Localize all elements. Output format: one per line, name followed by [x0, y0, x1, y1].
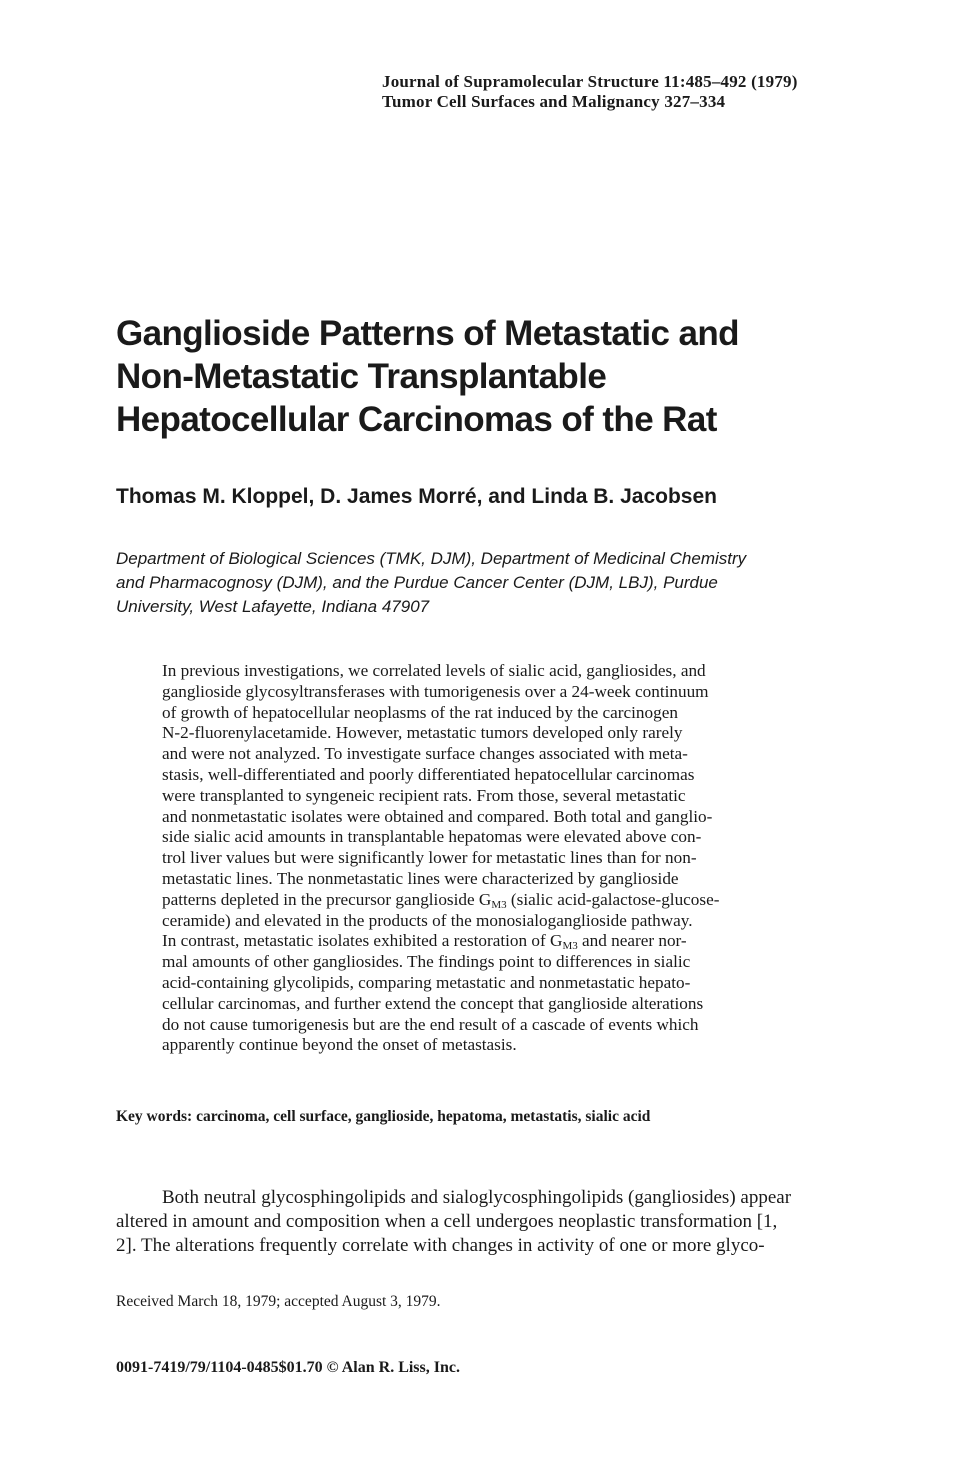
affiliation-line: and Pharmacognosy (DJM), and the Purdue Cancer Center (DJM, LBJ), Purdue [116, 573, 718, 592]
abstract-line: cellular carcinomas, and further extend the concept that ganglioside alterations [162, 993, 704, 1013]
abstract-line: ceramide) and elevated in the products of the monosialoganglioside pathway. [162, 910, 693, 930]
title-line: Hepatocellular Carcinomas of the Rat [116, 400, 717, 439]
abstract-text: In contrast, metastatic isolates exhibited a restoration of G [162, 931, 563, 951]
abstract-line: apparently continue beyond the onset of metastasis. [162, 1035, 517, 1055]
abstract-line [162, 890, 862, 911]
abstract-line: acid-containing glycolipids, comparing metastatic and nonmetastatic hepato- [162, 972, 691, 992]
abstract-text: patterns depleted in the precursor ganglioside G [162, 889, 492, 909]
abstract-text: and nearer nor- [577, 931, 687, 951]
abstract-line: mal amounts of other gangliosides. The findings point to differences in sialic [162, 952, 691, 972]
abstract-line: of growth of hepatocellular neoplasms of the rat induced by the carcinogen [162, 702, 678, 722]
affiliation-line: University, West Lafayette, Indiana 47907 [116, 597, 430, 616]
abstract-line: were transplanted to syngeneic recipient rats. From those, several metastatic [162, 785, 686, 805]
body-text [116, 1186, 876, 1258]
copyright-line: 0091-7419/79/1104-0485$01.70 © Alan R. Liss, Inc. [116, 1359, 460, 1376]
abstract-line: do not cause tumorigenesis but are the end result of a cascade of events which [162, 1014, 699, 1034]
received-date: Received March 18, 1979; accepted August 3, 1979. [116, 1293, 441, 1310]
abstract-line: and nonmetastatic isolates were obtained and compared. Both total and ganglio- [162, 806, 713, 826]
abstract-line: trol liver values but were significantly lower for metastatic lines than for non- [162, 848, 697, 868]
keywords: Key words: carcinoma, cell surface, ganglioside, hepatoma, metastatis, sialic acid [116, 1108, 651, 1125]
title-line: Ganglioside Patterns of Metastatic and [116, 314, 739, 353]
abstract-line: N-2-fluorenylacetamide. However, metastatic tumors developed only rarely [162, 723, 683, 743]
abstract-line: In previous investigations, we correlated levels of sialic acid, gangliosides, and [162, 661, 706, 680]
journal-citation: Journal of Supramolecular Structure 11:485–492 (1979) [382, 72, 798, 91]
abstract-line: metastatic lines. The nonmetastatic lines were characterized by ganglioside [162, 868, 679, 888]
abstract-line: side sialic acid amounts in transplantable hepatomas were elevated above con- [162, 827, 702, 847]
article-title [116, 312, 896, 441]
journal-header [382, 72, 942, 112]
affiliation [116, 547, 876, 619]
affiliation-line: Department of Biological Sciences (TMK, DJM), Department of Medicinal Chemistry [116, 549, 747, 568]
body-line: 2]. The alterations frequently correlate with changes in activity of one or more glyco- [116, 1235, 765, 1256]
abstract-text: (sialic acid-galactose-glucose- [506, 889, 720, 909]
subscript-m3: M3 [562, 940, 578, 953]
subscript-m3: M3 [491, 898, 507, 911]
abstract-line: and were not analyzed. To investigate surface changes associated with meta- [162, 744, 688, 764]
title-line: Non-Metastatic Transplantable [116, 357, 607, 396]
abstract-line: stasis, well-differentiated and poorly differentiated hepatocellular carcinomas [162, 764, 695, 784]
body-line: altered in amount and composition when a cell undergoes neoplastic transformation [1, [116, 1211, 778, 1232]
abstract [162, 661, 862, 1056]
author-list: Thomas M. Kloppel, D. James Morré, and Linda B. Jacobsen [116, 485, 717, 508]
body-line: Both neutral glycosphingolipids and sialoglycosphingolipids (gangliosides) appear [162, 1187, 792, 1208]
series-citation: Tumor Cell Surfaces and Malignancy 327–334 [382, 92, 726, 111]
abstract-line: ganglioside glycosyltransferases with tumorigenesis over a 24-week continuum [162, 681, 709, 701]
abstract-line [162, 931, 862, 952]
